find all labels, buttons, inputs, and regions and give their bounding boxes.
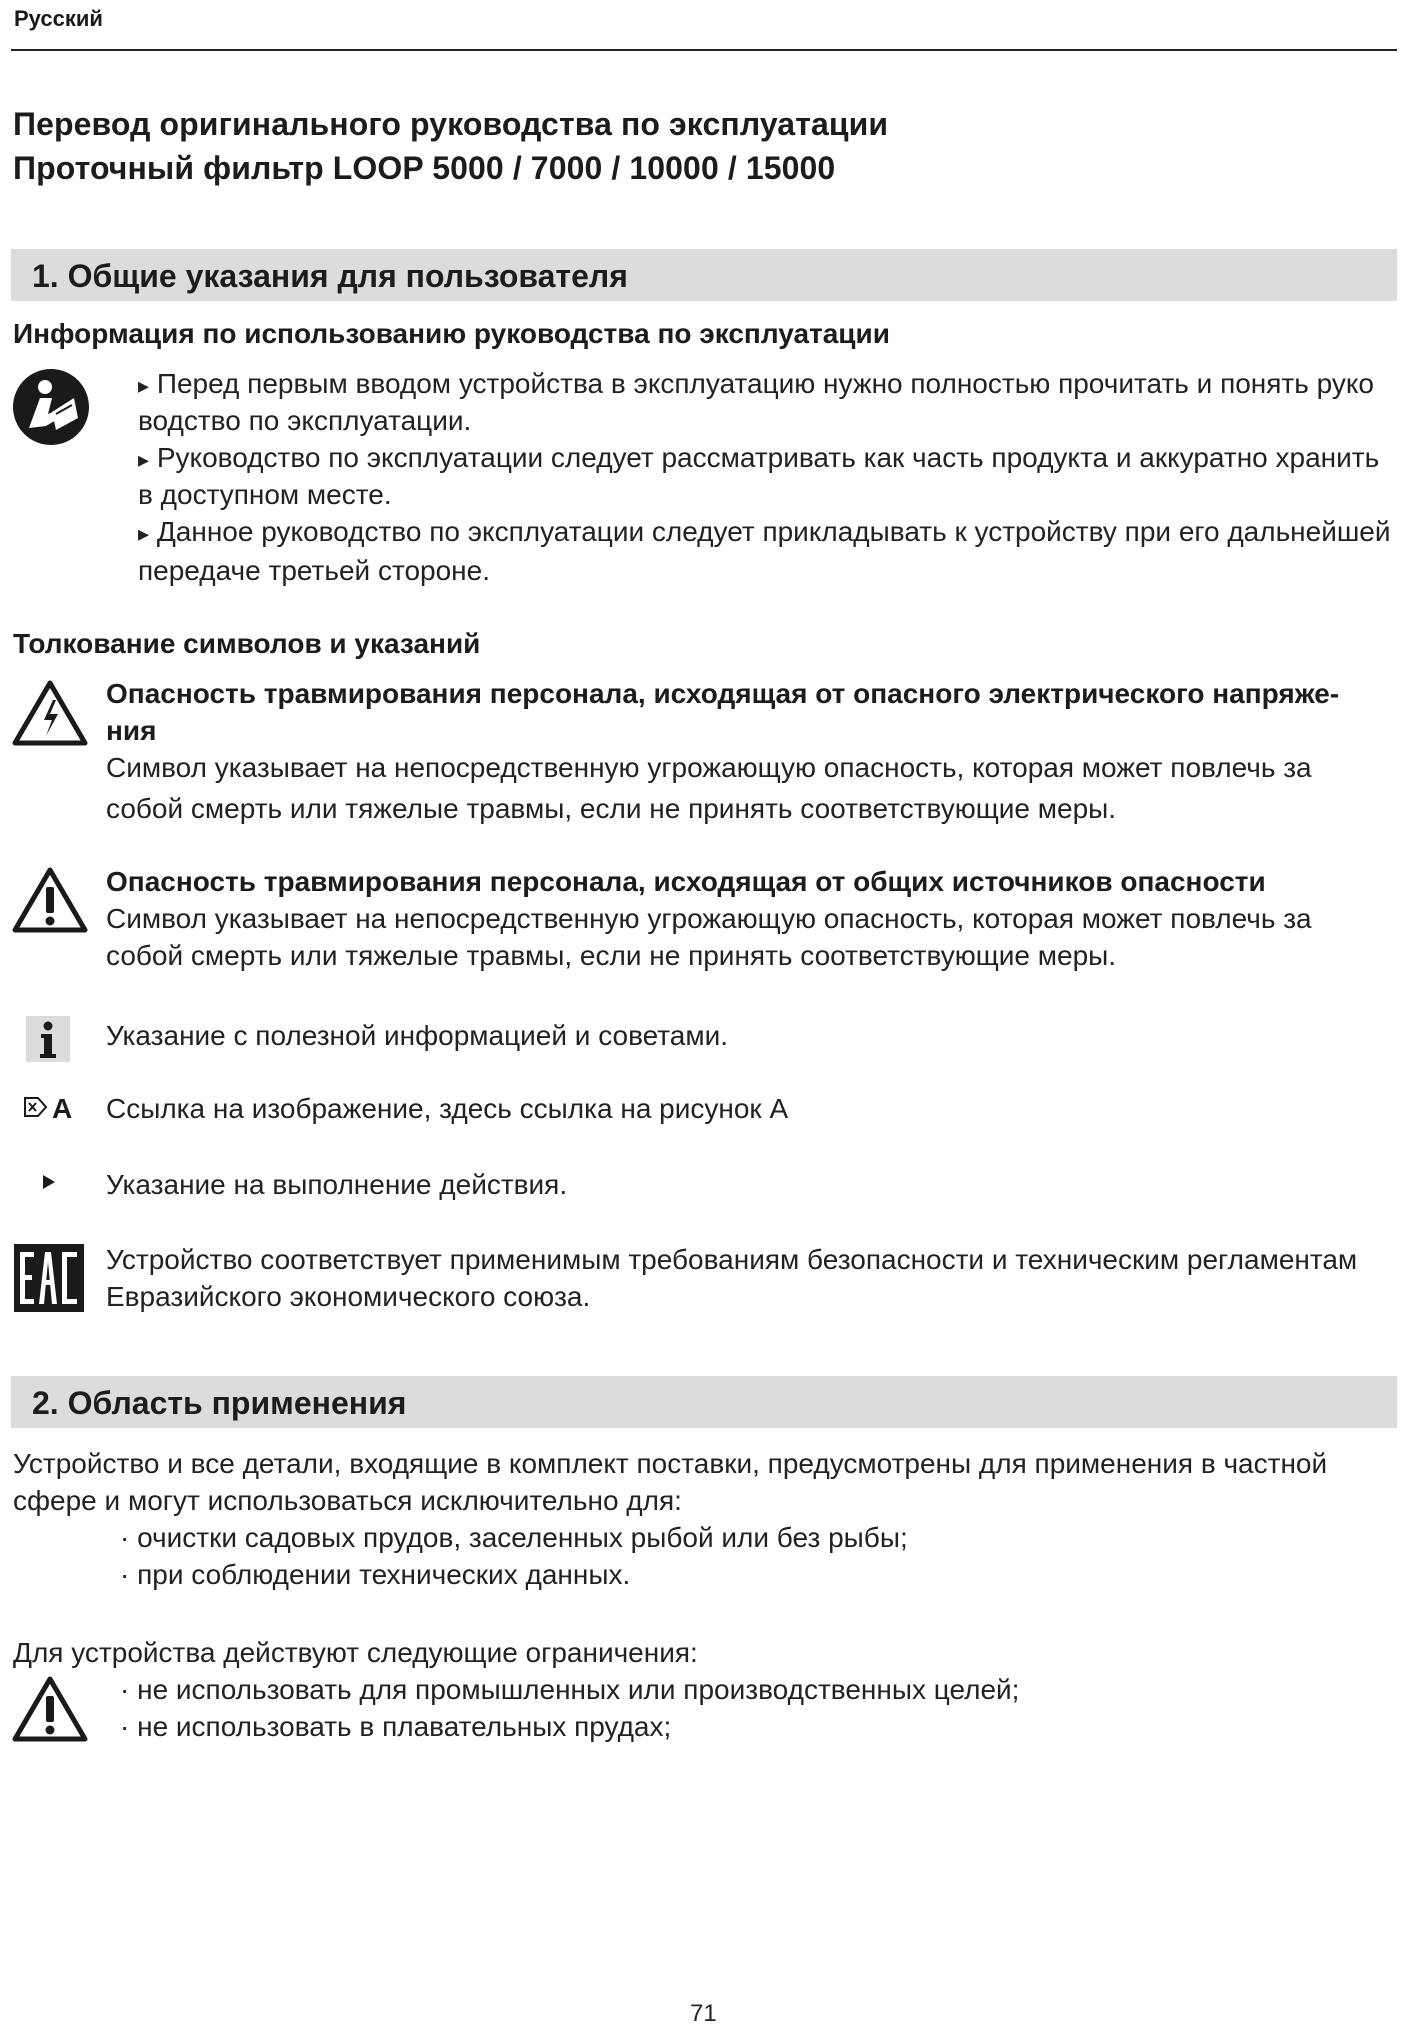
manual-bullet-1-line-2: водство по эксплуатации. [138,405,472,436]
action-arrow-icon [42,1174,56,1190]
manual-bullet-1-line-1: Перед первым вводом устройства в эксплуатацию нужно полностью прочитать и понять руко [156,368,1375,399]
document-title-line-2: Проточный фильтр LOOP 5000 / 7000 / 10000 / 15000 [13,150,836,186]
info-subheading: Информация по использованию руководства по эксплуатации [13,318,890,349]
section-2-heading: 2. Область применения [32,1385,407,1421]
info-text: Указание с полезной информацией и советами. [106,1020,729,1051]
electric-hazard-title-line-1: Опасность травмирования персонала, исходящая от опасного электрического напряже- [106,678,1340,709]
general-hazard-text-line-2: собой смерть или тяжелые травмы, если не принять соответствующие меры. [106,940,1117,971]
header-rule [11,49,1397,51]
read-manual-icon [12,368,90,446]
eac-text-line-1: Устройство соответствует применимым требованиям безопасности и техническим регламентам [106,1244,1358,1275]
bullet-triangle-icon: ▸ [138,447,150,472]
figure-reference-icon [24,1096,48,1118]
scope-intro-line-1: Устройство и все детали, входящие в комплект поставки, предусмотрены для применения в частной [13,1448,1328,1479]
manual-bullet-3-line-1: Данное руководство по эксплуатации следует прикладывать к устройству при его дальнейшей [156,516,1391,547]
manual-bullet-3-line-2: передаче третьей стороне. [138,555,490,586]
scope-use-item: · очистки садовых прудов, заселенных рыбой или без рыбы; [120,1522,908,1553]
manual-bullet-3 [138,514,1391,552]
manual-bullet-2-line-1: Руководство по эксплуатации следует рассматривать как часть продукта и аккуратно хранить [156,442,1380,473]
language-label: Русский [14,6,103,31]
general-hazard-icon [12,867,88,933]
document-title-line-1: Перевод оригинального руководства по эксплуатации [13,106,889,142]
symbols-subheading: Толкование символов и указаний [13,628,481,659]
electric-hazard-title-line-2: ния [106,715,157,746]
page-number: 71 [690,2000,717,2027]
restriction-item: · не использовать в плавательных прудах; [120,1711,672,1742]
electric-hazard-text-line-2: собой смерть или тяжелые травмы, если не принять соответствующие меры. [106,793,1117,824]
manual-bullet-1 [138,366,1374,404]
figure-reference-label: A [52,1093,73,1124]
bullet-triangle-icon: ▸ [138,373,150,398]
scope-use-item: · при соблюдении технических данных. [120,1559,631,1590]
restriction-item: · не использовать для промышленных или производственных целей; [120,1674,1020,1705]
bullet-triangle-icon: ▸ [138,521,150,546]
restrictions-intro: Для устройства действуют следующие ограничения: [13,1637,698,1668]
restriction-warning-icon [12,1676,88,1742]
action-text: Указание на выполнение действия. [106,1169,568,1200]
general-hazard-text-line-1: Символ указывает на непосредственную угрожающую опасность, которая может повлечь за [106,903,1312,934]
section-1-heading: 1. Общие указания для пользователя [32,258,628,294]
info-icon [26,1016,70,1062]
section-1-heading-bar [11,249,1397,301]
manual-bullet-2-line-2: в доступном месте. [138,479,392,510]
general-hazard-title: Опасность травмирования персонала, исходящая от общих источников опасности [106,866,1266,897]
section-2-heading-bar [11,1376,1397,1428]
manual-bullet-2 [138,440,1379,478]
electric-hazard-text-line-1: Символ указывает на непосредственную угрожающую опасность, которая может повлечь за [106,752,1312,783]
figure-reference-text: Ссылка на изображение, здесь ссылка на рисунок A [106,1093,789,1124]
eac-mark-icon [14,1244,84,1312]
scope-intro-line-2: сфере и могут использоваться исключительно для: [13,1485,682,1516]
eac-text-line-2: Евразийского экономического союза. [106,1281,591,1312]
electric-hazard-icon [12,680,88,746]
